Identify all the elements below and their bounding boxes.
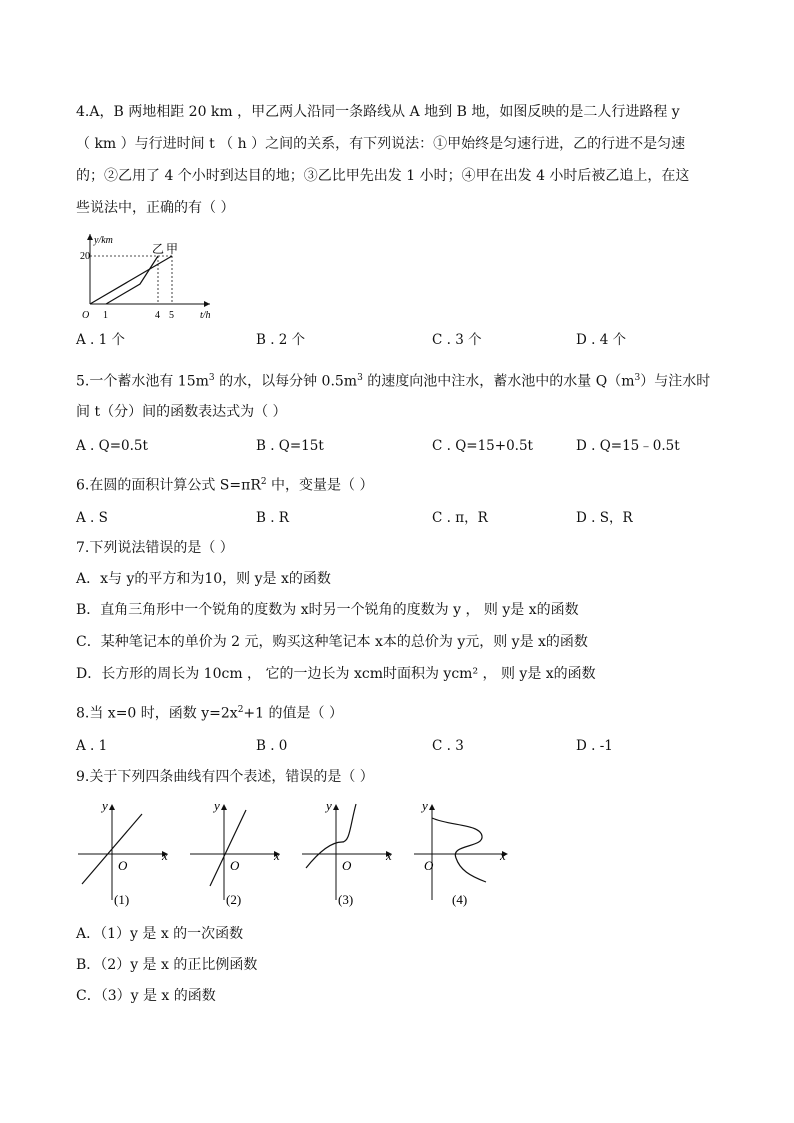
q7-option-b[interactable]: B．直角三角形中一个锐角的度数为 x时另一个锐角的度数为 y ， 则 y是 x的函数: [76, 602, 579, 618]
q6-option-a[interactable]: A . S: [76, 510, 108, 526]
q4-y-axis-label: y/km: [94, 235, 113, 246]
q4-option-b[interactable]: B . 2 个: [256, 332, 306, 348]
q7-stem: 7.下列说法错误的是（ ）: [76, 540, 234, 556]
q4-distance-time-graph: [80, 228, 230, 323]
q5-option-b[interactable]: B . Q=15t: [256, 438, 324, 454]
q6-stem: 6.在圆的面积计算公式 $S=\pi R^2$ 中，变量是（ ）: [76, 477, 374, 494]
q5-option-c[interactable]: C . Q=15+0.5t: [432, 438, 533, 454]
q9-graph-4: [410, 796, 514, 912]
q5-line-1: 5.一个蓄水池有 $15m^3$ 的水，以每分钟 $0.5m^3$ 的速度向池中注水，蓄水池中的水量 $Q(m^3)$与注水时: [76, 373, 711, 390]
q4-option-d[interactable]: D . 4 个: [576, 332, 627, 348]
q4-origin-label: O: [82, 310, 90, 321]
q6-option-c[interactable]: C . π，R: [432, 510, 488, 526]
svg-text:y: y: [422, 798, 428, 813]
svg-text:x: x: [162, 848, 168, 863]
q4-option-c[interactable]: C . 3 个: [432, 332, 482, 348]
q8-option-b[interactable]: B . 0: [256, 738, 288, 754]
q9-graph-3: [298, 796, 402, 912]
q4-line-4: 些说法中，正确的有（ ）: [76, 200, 235, 216]
q9-option-a[interactable]: A．（1）y 是 x 的一次函数: [76, 926, 244, 942]
svg-text:y: y: [102, 798, 108, 813]
q8-stem: 8.当 x=0 时，函数 $y=2x^2+1$ 的值是（ ）: [76, 705, 343, 722]
q4-y-tick-20: 20: [80, 251, 90, 262]
q9-stem: 9.关于下列四条曲线有四个表述，错误的是（ ）: [76, 769, 374, 785]
svg-text:x: x: [386, 848, 392, 863]
q6-option-d[interactable]: D . S，R: [576, 510, 633, 526]
q7-option-d[interactable]: D．长方形的周长为 10cm ， 它的一边长为 xcm时面积为 ycm² ， 则 y是 x的函数: [76, 666, 596, 682]
svg-text:x: x: [274, 848, 280, 863]
q4-label-yi: 乙: [152, 242, 165, 256]
q4-x-tick-4: 4: [155, 310, 160, 321]
q4-line-1: 4.A，B 两地相距 20 km ，甲乙两人沿同一条路线从 A 地到 B 地，如图反映的是二人行进路程 y: [76, 104, 680, 120]
svg-text:(1): (1): [114, 892, 130, 907]
q9-option-c[interactable]: C．（3）y 是 x 的函数: [76, 988, 216, 1004]
svg-text:x: x: [500, 848, 506, 863]
q9-graph-2: [186, 796, 290, 912]
q4-option-a[interactable]: A . 1 个: [76, 332, 126, 348]
q4-x-axis-label: t/h: [200, 310, 211, 321]
q4-line-2: （ km ）与行进时间 t （ h ）之间的关系，有下列说法：①甲始终是匀速行进，乙的行进不是匀速: [76, 136, 686, 152]
svg-text:O: O: [230, 858, 240, 873]
svg-text:O: O: [424, 858, 434, 873]
q4-x-tick-1: 1: [103, 310, 108, 321]
q7-option-c[interactable]: C．某种笔记本的单价为 2 元，购买这种笔记本 x本的总价为 y元，则 y是 x的函数: [76, 634, 588, 650]
svg-text:O: O: [342, 858, 352, 873]
q4-line-3: 的；②乙用了 4 个小时到达目的地；③乙比甲先出发 1 小时；④甲在出发 4 小时后被乙追上，在这: [76, 168, 690, 184]
q7-option-a[interactable]: A．x与 y的平方和为10，则 y是 x的函数: [76, 571, 331, 587]
q6-option-b[interactable]: B . R: [256, 510, 289, 526]
q5-option-a[interactable]: A . Q=0.5t: [76, 438, 148, 454]
q9-option-b[interactable]: B．（2）y 是 x 的正比例函数: [76, 957, 258, 973]
q4-label-jia: 甲: [166, 242, 179, 256]
svg-text:y: y: [326, 798, 332, 813]
q4-x-tick-5: 5: [169, 310, 174, 321]
q4-jia-line: [90, 256, 172, 304]
svg-text:(3): (3): [338, 892, 354, 907]
q5-line-2: 间 t（分）间的函数表达式为（ ）: [76, 404, 287, 420]
q8-option-a[interactable]: A . 1: [76, 738, 108, 754]
q8-option-d[interactable]: D . -1: [576, 738, 613, 754]
q9-graph-1: [74, 796, 178, 912]
q8-option-c[interactable]: C . 3: [432, 738, 464, 754]
svg-text:O: O: [118, 858, 128, 873]
q5-option-d[interactable]: D . Q=15﹣0.5t: [576, 438, 680, 454]
svg-text:(2): (2): [226, 892, 242, 907]
svg-text:y: y: [214, 798, 220, 813]
svg-text:(4): (4): [452, 892, 468, 907]
